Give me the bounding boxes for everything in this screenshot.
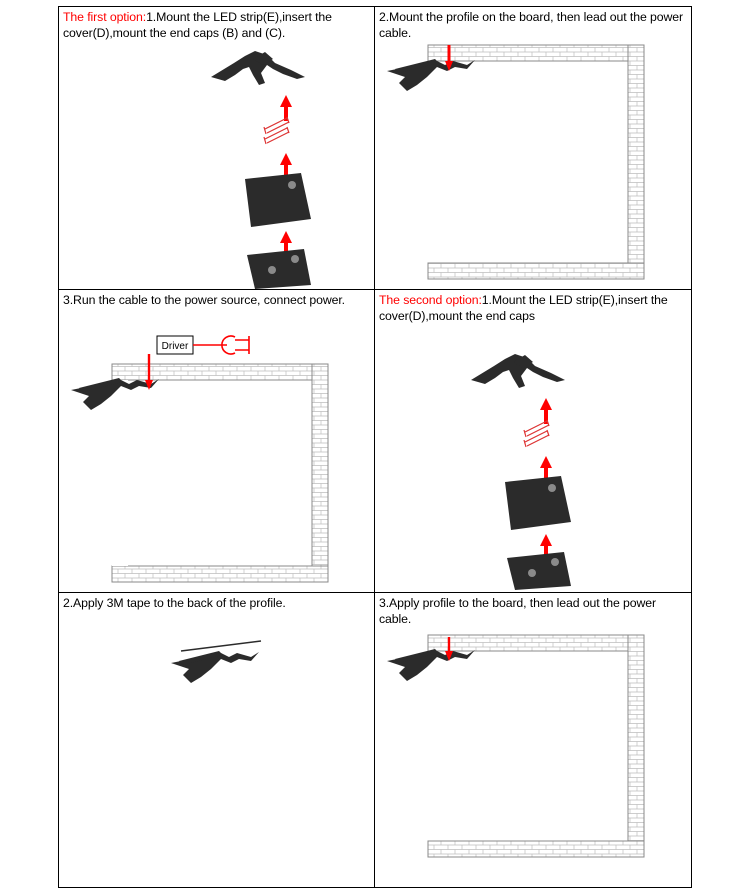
- step-caption-4-text: 1.Mount the LED strip(E),insert the cover(D),mount the end caps: [379, 293, 668, 323]
- step-caption-3-text: 3.Run the cable to the power source, connect power.: [63, 293, 346, 307]
- figure-board-with-driver: [59, 290, 374, 592]
- step-caption-2-text: 2.Mount the profile on the board, then lead out the power cable.: [379, 10, 683, 40]
- step-cell-4: [375, 290, 691, 593]
- driver-label: Driver: [161, 341, 189, 352]
- step-cell-5: [59, 593, 375, 887]
- figure-profile-on-board-2: [375, 593, 691, 887]
- step-caption-4-prefix: The second option:: [379, 293, 482, 307]
- instruction-grid: [58, 6, 692, 888]
- step-cell-3: [59, 290, 375, 593]
- step-caption-1-text: 1.Mount the LED strip(E),insert the cover(D),mount the end caps (B) and (C).: [63, 10, 332, 40]
- step-cell-6: [375, 593, 691, 887]
- figure-profile-on-board-1: [375, 7, 691, 289]
- figure-exploded-profile-1: [59, 7, 374, 289]
- step-cell-2: [375, 7, 691, 290]
- figure-exploded-profile-2: [375, 290, 691, 592]
- step-caption-6-text: 3.Apply profile to the board, then lead out the power cable.: [379, 596, 657, 626]
- figure-profile-with-tape: [59, 593, 374, 887]
- step-cell-1: [59, 7, 375, 290]
- step-caption-1-prefix: The first option:: [63, 10, 147, 24]
- step-caption-5-text: 2.Apply 3M tape to the back of the profile.: [63, 596, 286, 610]
